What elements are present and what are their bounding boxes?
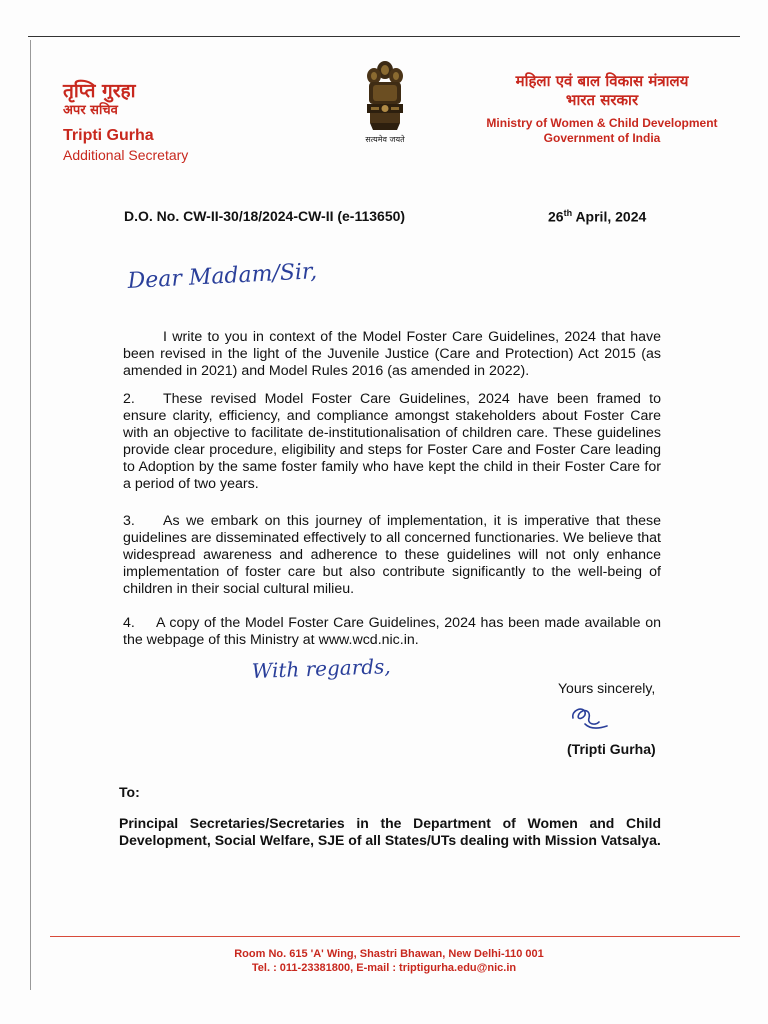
- ministry-name-hindi: महिला एवं बाल विकास मंत्रालय: [515, 72, 689, 90]
- to-label: To:: [119, 784, 140, 800]
- paragraph-number: 2.: [123, 391, 135, 407]
- date-day: 26: [548, 208, 564, 225]
- top-border: [28, 36, 740, 37]
- closing-sincerely: Yours sincerely,: [558, 680, 656, 696]
- addressee: Principal Secretaries/Secretaries in the Department of Women and Child Development, Social Welfare, SJE of all States/UTs dealing with Mission Vatsalya.: [119, 815, 661, 848]
- date-rest: April, 2024: [572, 208, 647, 225]
- footer-address: Room No. 615 'A' Wing, Shastri Bhawan, New Delhi-110 001: [234, 948, 544, 960]
- sender-designation-hindi: अपर सचिव: [63, 103, 118, 118]
- handwritten-regards: [250, 654, 450, 690]
- footer-divider: [50, 936, 740, 937]
- handwritten-salutation: [126, 258, 386, 298]
- sender-block: [63, 80, 188, 164]
- footer-contact: Tel. : 011-23381800, E-mail : triptigurha.edu@nic.in: [251, 962, 517, 974]
- signatory-name: (Tripti Gurha): [567, 741, 656, 757]
- paragraph-2: [123, 391, 661, 493]
- left-border: [30, 40, 31, 990]
- paragraph-number: 3.: [123, 513, 135, 529]
- ministry-block: [472, 72, 732, 146]
- government-name-hindi: भारत सरकार: [565, 91, 639, 109]
- sender-designation: Additional Secretary: [63, 147, 189, 163]
- ministry-name: Ministry of Women & Child Development: [486, 116, 718, 130]
- date-suffix: th: [563, 208, 573, 218]
- footer: [0, 947, 768, 975]
- paragraph-number: 4.: [123, 615, 135, 631]
- regards-text: With regards,: [251, 654, 392, 683]
- sender-name-hindi: तृप्ति गुरहा: [63, 80, 136, 102]
- paragraph-text: As we embark on this journey of implementation, it is imperative that these guidelines are disseminated effectively to all concerned functionaries. We believe that widespread awareness and adherence to these guidelines will not only enhance implementation of foster care but also contribute significantly to the well-being of children in their social cultural milieu.: [123, 513, 661, 597]
- paragraph-text: These revised Model Foster Care Guidelines, 2024 have been framed to ensure clarity, efficiency, and compliance amongst stakeholders about Foster Care with an objective to facilitate de-institutionalisation of children care. These guidelines provide clear procedure, eligibility and steps for Foster Care and Foster Care leading to Adoption by the same foster family who have kept the child in their Foster Care for a period of two years.: [123, 391, 661, 492]
- national-emblem-icon: [363, 58, 407, 132]
- letter-date: [548, 208, 646, 225]
- government-name: Government of India: [543, 131, 661, 145]
- paragraph-1: I write to you in context of the Model Foster Care Guidelines, 2024 that have been revised in the light of the Juvenile Justice (Care and Protection) Act 2015 (as amended in 2021) and Model Rules 2016 (as amended in 2022).: [123, 329, 661, 379]
- signature-icon: [565, 700, 613, 732]
- reference-number: D.O. No. CW-II-30/18/2024-CW-II (e-113650): [124, 208, 406, 224]
- salutation-text: Dear Madam/Sir,: [127, 259, 318, 294]
- sender-name: Tripti Gurha: [63, 127, 154, 144]
- paragraph-4: [123, 615, 661, 649]
- emblem-motto: सत्यमेव जयते: [365, 135, 405, 144]
- paragraph-text: A copy of the Model Foster Care Guidelines, 2024 has been made available on the webpage of this Ministry at www.wcd.nic.in.: [123, 615, 661, 648]
- paragraph-3: [123, 513, 661, 598]
- emblem-block: [350, 58, 420, 145]
